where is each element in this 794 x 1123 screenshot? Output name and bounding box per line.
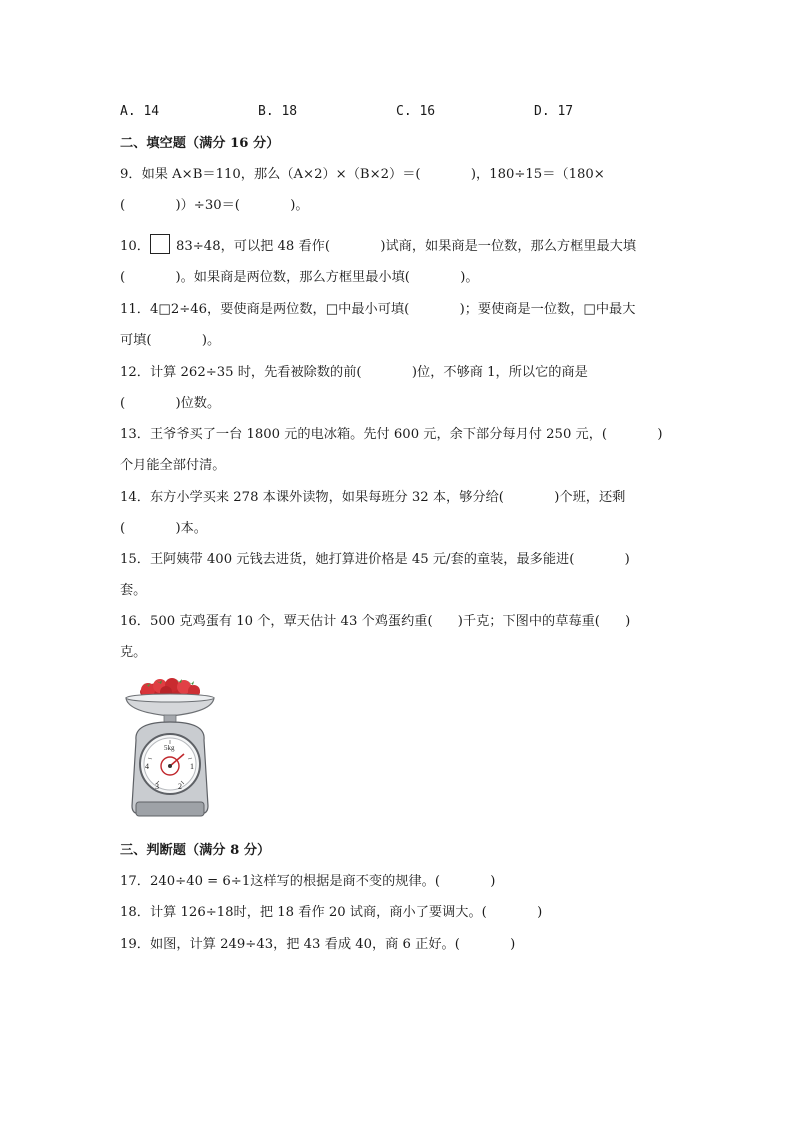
- option-d: D. 17: [534, 104, 574, 119]
- question-15-line-2: 套。: [120, 583, 147, 598]
- section-heading-fill-in: 二、填空题（满分 16 分）: [120, 136, 280, 151]
- dial-number-1: 1: [190, 762, 194, 771]
- option-a: A. 14: [120, 104, 160, 119]
- question-12-line-1: 12．计算 262÷35 时，先看被除数的前( )位，不够商 1，所以它的商是: [120, 365, 588, 380]
- question-10-text: 83÷48，可以把 48 看作( )试商，如果商是一位数，那么方框里最大填: [175, 239, 637, 254]
- question-10-line-1: [120, 234, 636, 256]
- question-14-line-2: ( )本。: [120, 521, 207, 536]
- question-16-line-2: 克。: [120, 645, 147, 660]
- question-19: 19．如图，计算 249÷43，把 43 看成 40，商 6 正好。( ): [120, 937, 516, 952]
- question-15-line-1: 15．王阿姨带 400 元钱去进货，她打算进价格是 45 元/套的童装，最多能进( ): [120, 552, 630, 567]
- question-17: 17．240÷40 = 6÷1这样写的根据是商不变的规律。( ): [120, 874, 496, 889]
- question-11-line-2: 可填( )。: [120, 333, 221, 348]
- section-heading-true-false: 三、判断题（满分 8 分）: [120, 843, 271, 858]
- dial-number-3: 3: [155, 782, 159, 791]
- dial-number-2: 2: [178, 782, 182, 791]
- question-16-line-1: 16．500 克鸡蛋有 10 个，覃天估计 43 个鸡蛋约重( )千克；下图中的草莓重( ): [120, 614, 631, 629]
- question-18: 18．计算 126÷18时，把 18 看作 20 试商，商小了要调大。( ): [120, 905, 543, 920]
- strawberry-scale-image: [122, 678, 218, 820]
- question-12-line-2: ( )位数。: [120, 396, 221, 411]
- question-10-number: 10．: [120, 239, 150, 254]
- question-9-line-2: ( )）÷30＝( )。: [120, 198, 309, 213]
- dial-number-4: 4: [145, 762, 149, 771]
- option-b: B. 18: [258, 104, 298, 119]
- question-13-line-2: 个月能全部付清。: [120, 458, 226, 473]
- option-c: C. 16: [396, 104, 436, 119]
- question-14-line-1: 14．东方小学买来 278 本课外读物，如果每班分 32 本，够分给( )个班，还剩: [120, 490, 626, 505]
- question-9-line-1: 9．如果 A×B＝110，那么（A×2）×（B×2）＝( )，180÷15＝（180×: [120, 167, 605, 182]
- question-11-line-1: 11．4□2÷46，要使商是两位数，□中最小可填( )；要使商是一位数，□中最大: [120, 302, 636, 317]
- question-13-line-1: 13．王爷爷买了一台 1800 元的电冰箱。先付 600 元，余下部分每月付 250 元，( ): [120, 427, 663, 442]
- blank-box-icon: [150, 234, 170, 254]
- question-10-line-2: ( )。如果商是两位数，那么方框里最小填( )。: [120, 270, 479, 285]
- dial-label: 5kg: [164, 744, 175, 752]
